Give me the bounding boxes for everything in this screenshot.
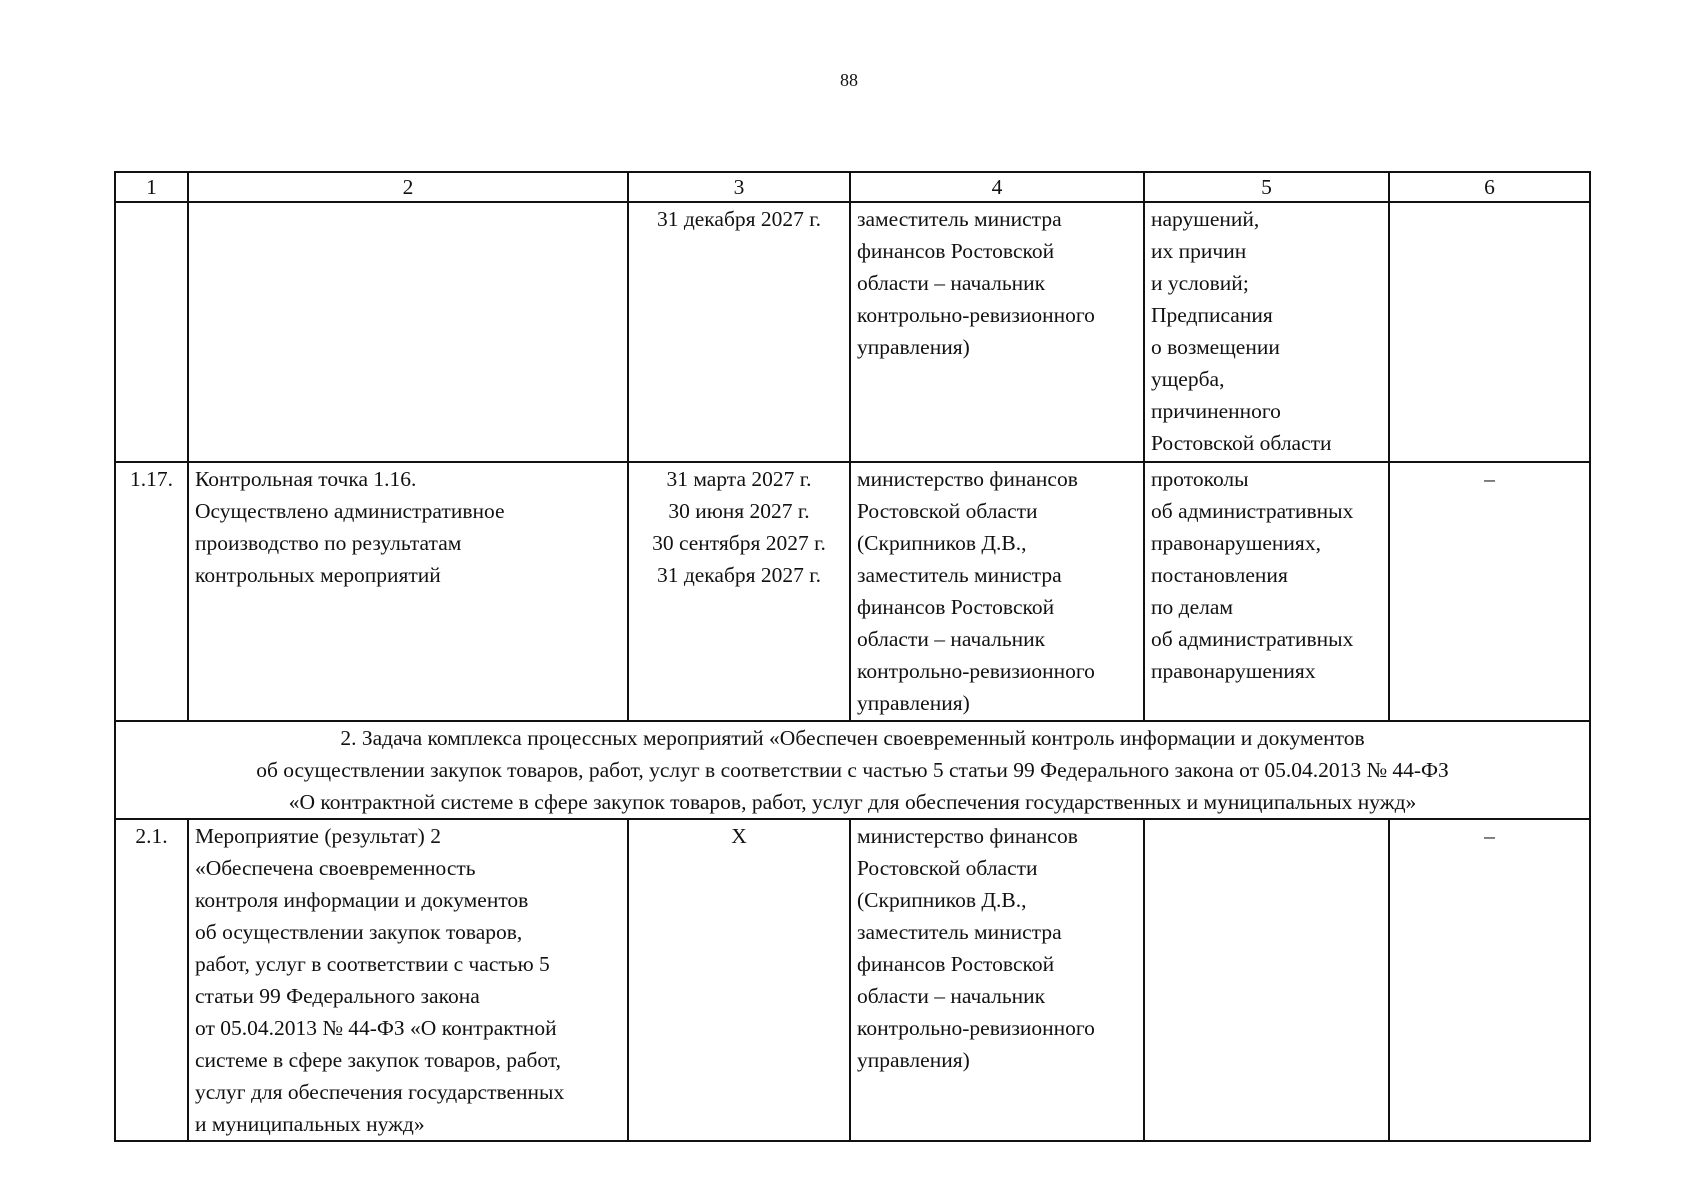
row-result-cell bbox=[1144, 819, 1389, 1141]
table-row bbox=[115, 819, 1590, 1141]
row-dates-cell: 31 марта 2027 г. 30 июня 2027 г. 30 сентября 2027 г. 31 декабря 2027 г. bbox=[628, 462, 850, 721]
row-result-cell: протоколы об административных правонарушениях, постановления по делам об административных правонарушениях bbox=[1144, 462, 1389, 721]
row-info-cell: – bbox=[1389, 462, 1590, 721]
column-header-2: 2 bbox=[188, 172, 628, 202]
control-points-table bbox=[114, 171, 1591, 1142]
table-header-row bbox=[115, 172, 1590, 202]
column-header-3: 3 bbox=[628, 172, 850, 202]
row-number-cell: 2.1. bbox=[115, 819, 188, 1141]
section-heading-row bbox=[115, 721, 1590, 819]
column-header-1: 1 bbox=[115, 172, 188, 202]
row-number-cell: 1.17. bbox=[115, 462, 188, 721]
column-header-4: 4 bbox=[850, 172, 1144, 202]
table-row bbox=[115, 462, 1590, 721]
row-dates-cell: Х bbox=[628, 819, 850, 1141]
row-name-cell bbox=[188, 202, 628, 462]
column-header-5: 5 bbox=[1144, 172, 1389, 202]
row-dates-cell: 31 декабря 2027 г. bbox=[628, 202, 850, 462]
section-heading: 2. Задача комплекса процессных мероприятий «Обеспечен своевременный контроль информации и документов об осуществлении закупок товаров, работ, услуг в соответствии с частью 5 статьи 99 Федерального закона от 05.04.2013 № 44-ФЗ «О контрактной системе в сфере закупок товаров, работ, услуг для обеспечения государственных и муниципальных нужд» bbox=[115, 721, 1590, 819]
column-header-6: 6 bbox=[1389, 172, 1590, 202]
table-row bbox=[115, 202, 1590, 462]
row-responsible-cell: министерство финансов Ростовской области (Скрипников Д.В., заместитель министра финансов Ростовской области – начальник контрольно-ревизионного управления) bbox=[850, 819, 1144, 1141]
row-info-cell bbox=[1389, 202, 1590, 462]
row-number-cell bbox=[115, 202, 188, 462]
row-result-cell: нарушений, их причин и условий; Предписания о возмещении ущерба, причиненного Ростовской области bbox=[1144, 202, 1389, 462]
page-number: 88 bbox=[840, 70, 858, 90]
row-name-cell: Мероприятие (результат) 2 «Обеспечена своевременность контроля информации и документов об осуществлении закупок товаров, работ, услуг в соответствии с частью 5 статьи 99 Федерального закона от 05.04.2013 № 44-ФЗ «О контрактной системе в сфере закупок товаров, работ, услуг для обеспечения государственных и муниципальных нужд» bbox=[188, 819, 628, 1141]
row-info-cell: – bbox=[1389, 819, 1590, 1141]
row-name-cell: Контрольная точка 1.16. Осуществлено административное производство по результатам контрольных мероприятий bbox=[188, 462, 628, 721]
row-responsible-cell: заместитель министра финансов Ростовской области – начальник контрольно-ревизионного управления) bbox=[850, 202, 1144, 462]
row-responsible-cell: министерство финансов Ростовской области (Скрипников Д.В., заместитель министра финансов Ростовской области – начальник контрольно-ревизионного управления) bbox=[850, 462, 1144, 721]
